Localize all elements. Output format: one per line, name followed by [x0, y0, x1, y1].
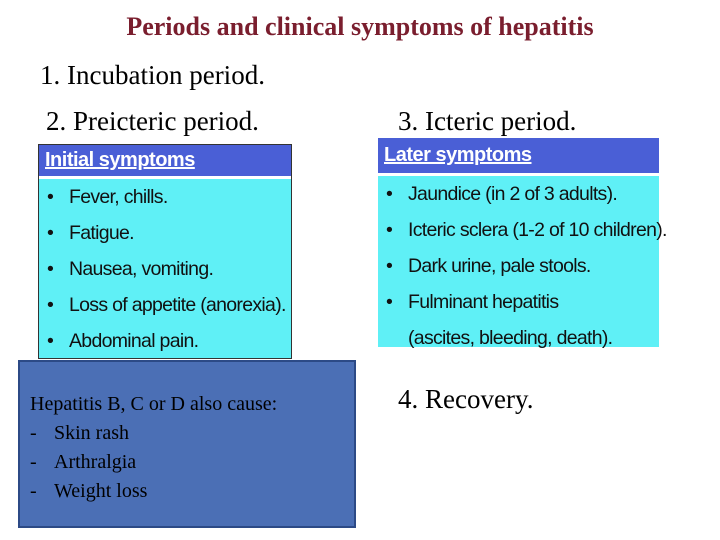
later-symptoms-list — [378, 176, 667, 356]
list-item: • Dark urine, pale stools. — [378, 248, 659, 284]
recovery-period: 4. Recovery. — [398, 384, 534, 414]
list-item: • Fever, chills. — [39, 179, 291, 215]
incubation-period: 1. Incubation period. — [40, 60, 265, 90]
slide-title: Periods and clinical symptoms of hepatitis — [126, 12, 594, 41]
bullet-icon: • — [386, 219, 393, 241]
bullet-icon: • — [47, 294, 54, 316]
bullet-icon: • — [47, 186, 54, 208]
later-symptoms-heading: Later symptoms — [378, 138, 659, 176]
initial-symptoms-heading: Initial symptoms — [39, 145, 291, 179]
list-item: • Abdominal pain. — [39, 323, 291, 359]
bullet-icon: • — [47, 258, 54, 280]
list-item: • Fatigue. — [39, 215, 291, 251]
bullet-icon: • — [47, 222, 54, 244]
list-item: - Arthralgia — [30, 451, 137, 473]
list-item-continuation: (ascites, bleeding, death). — [408, 327, 613, 349]
initial-symptoms-panel — [38, 144, 292, 359]
bullet-icon: • — [386, 183, 393, 205]
additional-symptoms-heading: Hepatitis B, C or D also cause: — [30, 393, 278, 415]
list-item: • Fulminant hepatitis — [378, 284, 659, 320]
later-symptoms-panel — [378, 138, 667, 349]
preicteric-period: 2. Preicteric period. — [46, 106, 259, 136]
list-item: • Loss of appetite (anorexia). — [39, 287, 291, 323]
bullet-icon: • — [47, 330, 54, 352]
list-item: - Skin rash — [30, 422, 129, 444]
bullet-icon: • — [386, 291, 393, 313]
initial-symptoms-list — [39, 179, 291, 359]
list-item: - Weight loss — [30, 480, 148, 502]
list-item: • Icteric sclera (1-2 of 10 children). — [378, 212, 659, 248]
additional-symptoms-box — [18, 360, 356, 528]
list-item: • Jaundice (in 2 of 3 adults). — [378, 176, 659, 212]
list-item: • Nausea, vomiting. — [39, 251, 291, 287]
bullet-icon: • — [386, 255, 393, 277]
icteric-period: 3. Icteric period. — [398, 106, 577, 136]
